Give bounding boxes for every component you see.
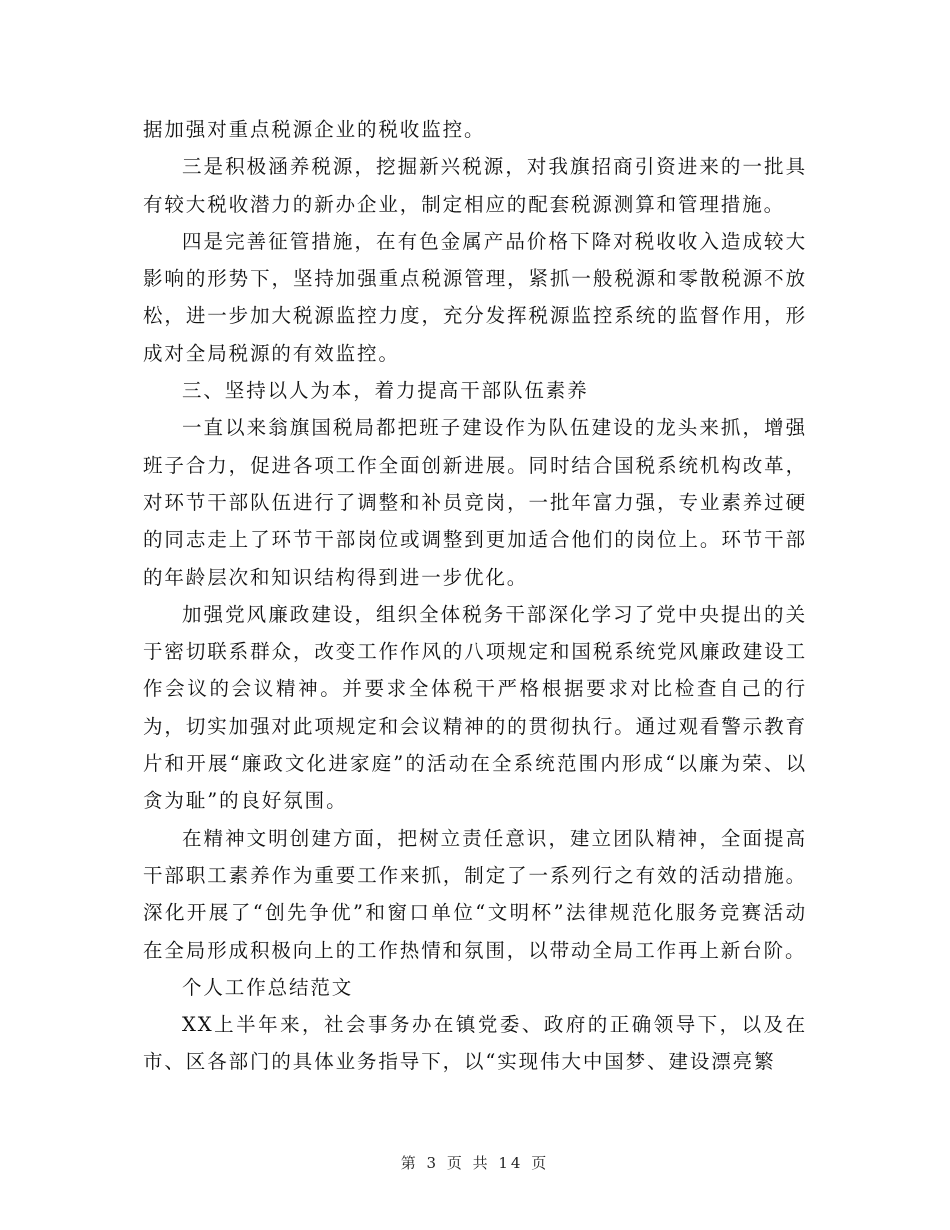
paragraph-2: 三是积极涵养税源，挖掘新兴税源，对我旗招商引资进来的一批具有较大税收潜力的新办企业，制定相应的配套税源测算和管理措施。 <box>143 155 807 216</box>
paragraph-6: 加强党风廉政建设，组织全体税务干部深化学习了党中央提出的关于密切联系群众，改变工作作风的八项规定和国税系统党风廉政建设工作会议的会议精神。并要求全体税干严格根据要求对比检查自己的行为，切实加强对此项规定和会议精神的的贯彻执行。通过观看警示教育片和开展“廉政文化进家庭”的活动在全系统范围内形成“以廉为荣、以贪为耻”的良好氛围。 <box>143 602 807 813</box>
article-title: 个人工作总结范文 <box>182 975 354 999</box>
section-heading: 三、坚持以人为本，着力提高干部队伍素养 <box>182 379 589 403</box>
paragraph-3: 四是完善征管措施，在有色金属产品价格下降对税收收入造成较大影响的形势下，坚持加强重点税源管理，紧抓一般税源和零散税源不放松，进一步加大税源监控力度，充分发挥税源监控系统的监督作用，形成对全局税源的有效监控。 <box>143 229 807 365</box>
paragraph-1: 据加强对重点税源企业的税收监控。 <box>143 118 486 141</box>
paragraph-9: XX上半年来，社会事务办在镇党委、政府的正确领导下，以及在市、区各部门的具体业务指导下，以“实现伟大中国梦、建设漂亮繁 <box>143 1013 807 1074</box>
paragraph-7: 在精神文明创建方面，把树立责任意识，建立团队精神，全面提高干部职工素养作为重要工作来抓，制定了一系列行之有效的活动措施。深化开展了“创先争优”和窗口单位“文明杯”法律规范化服务竞赛活动在全局形成积极向上的工作热情和氛围，以带动全局工作再上新台阶。 <box>143 826 807 962</box>
body-text <box>143 111 807 1081</box>
page-number-footer: 第 3 页 共 14 页 <box>400 1154 550 1172</box>
paragraph-5: 一直以来翁旗国税局都把班子建设作为队伍建设的龙头来抓，增强班子合力，促进各项工作全面创新进展。同时结合国税系统机构改革，对环节干部队伍进行了调整和补员竞岗，一批年富力强，专业素养过硬的同志走上了环节干部岗位或调整到更加适合他们的岗位上。环节干部的年龄层次和知识结构得到进一步优化。 <box>143 416 807 589</box>
